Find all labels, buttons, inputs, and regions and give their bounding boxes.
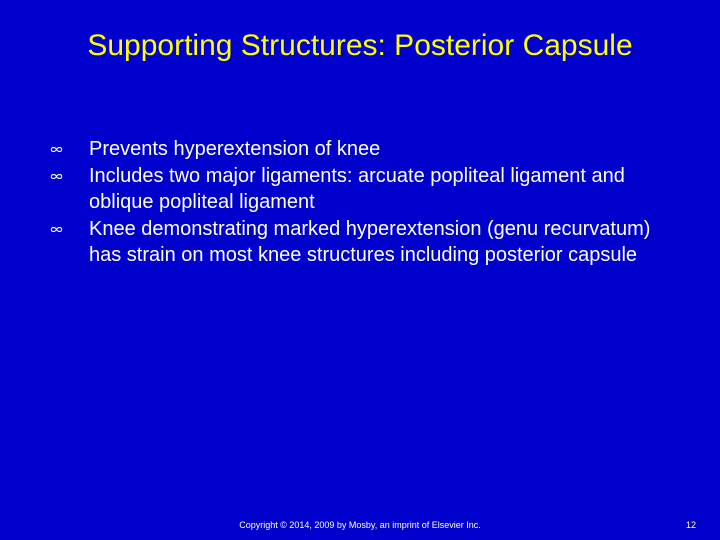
bullet-item [50, 136, 670, 163]
bullet-list [50, 136, 670, 269]
slide-title: Supporting Structures: Posterior Capsule [87, 29, 633, 62]
bullet-item [50, 216, 670, 269]
bullet-text: Knee demonstrating marked hyperextension (genu recurvatum) has strain on most knee structures including posterior capsule [89, 217, 651, 266]
infinity-bullet-icon [50, 170, 63, 183]
bullet-item [50, 163, 670, 216]
infinity-bullet-icon [50, 223, 63, 236]
bullet-text: Prevents hyperextension of knee [89, 138, 381, 160]
infinity-bullet-icon [50, 143, 63, 156]
copyright-footer: Copyright © 2014, 2009 by Mosby, an imprint of Elsevier Inc. [239, 520, 481, 530]
bullet-text: Includes two major ligaments: arcuate popliteal ligament and oblique popliteal ligament [89, 164, 625, 213]
page-number: 12 [685, 520, 696, 530]
